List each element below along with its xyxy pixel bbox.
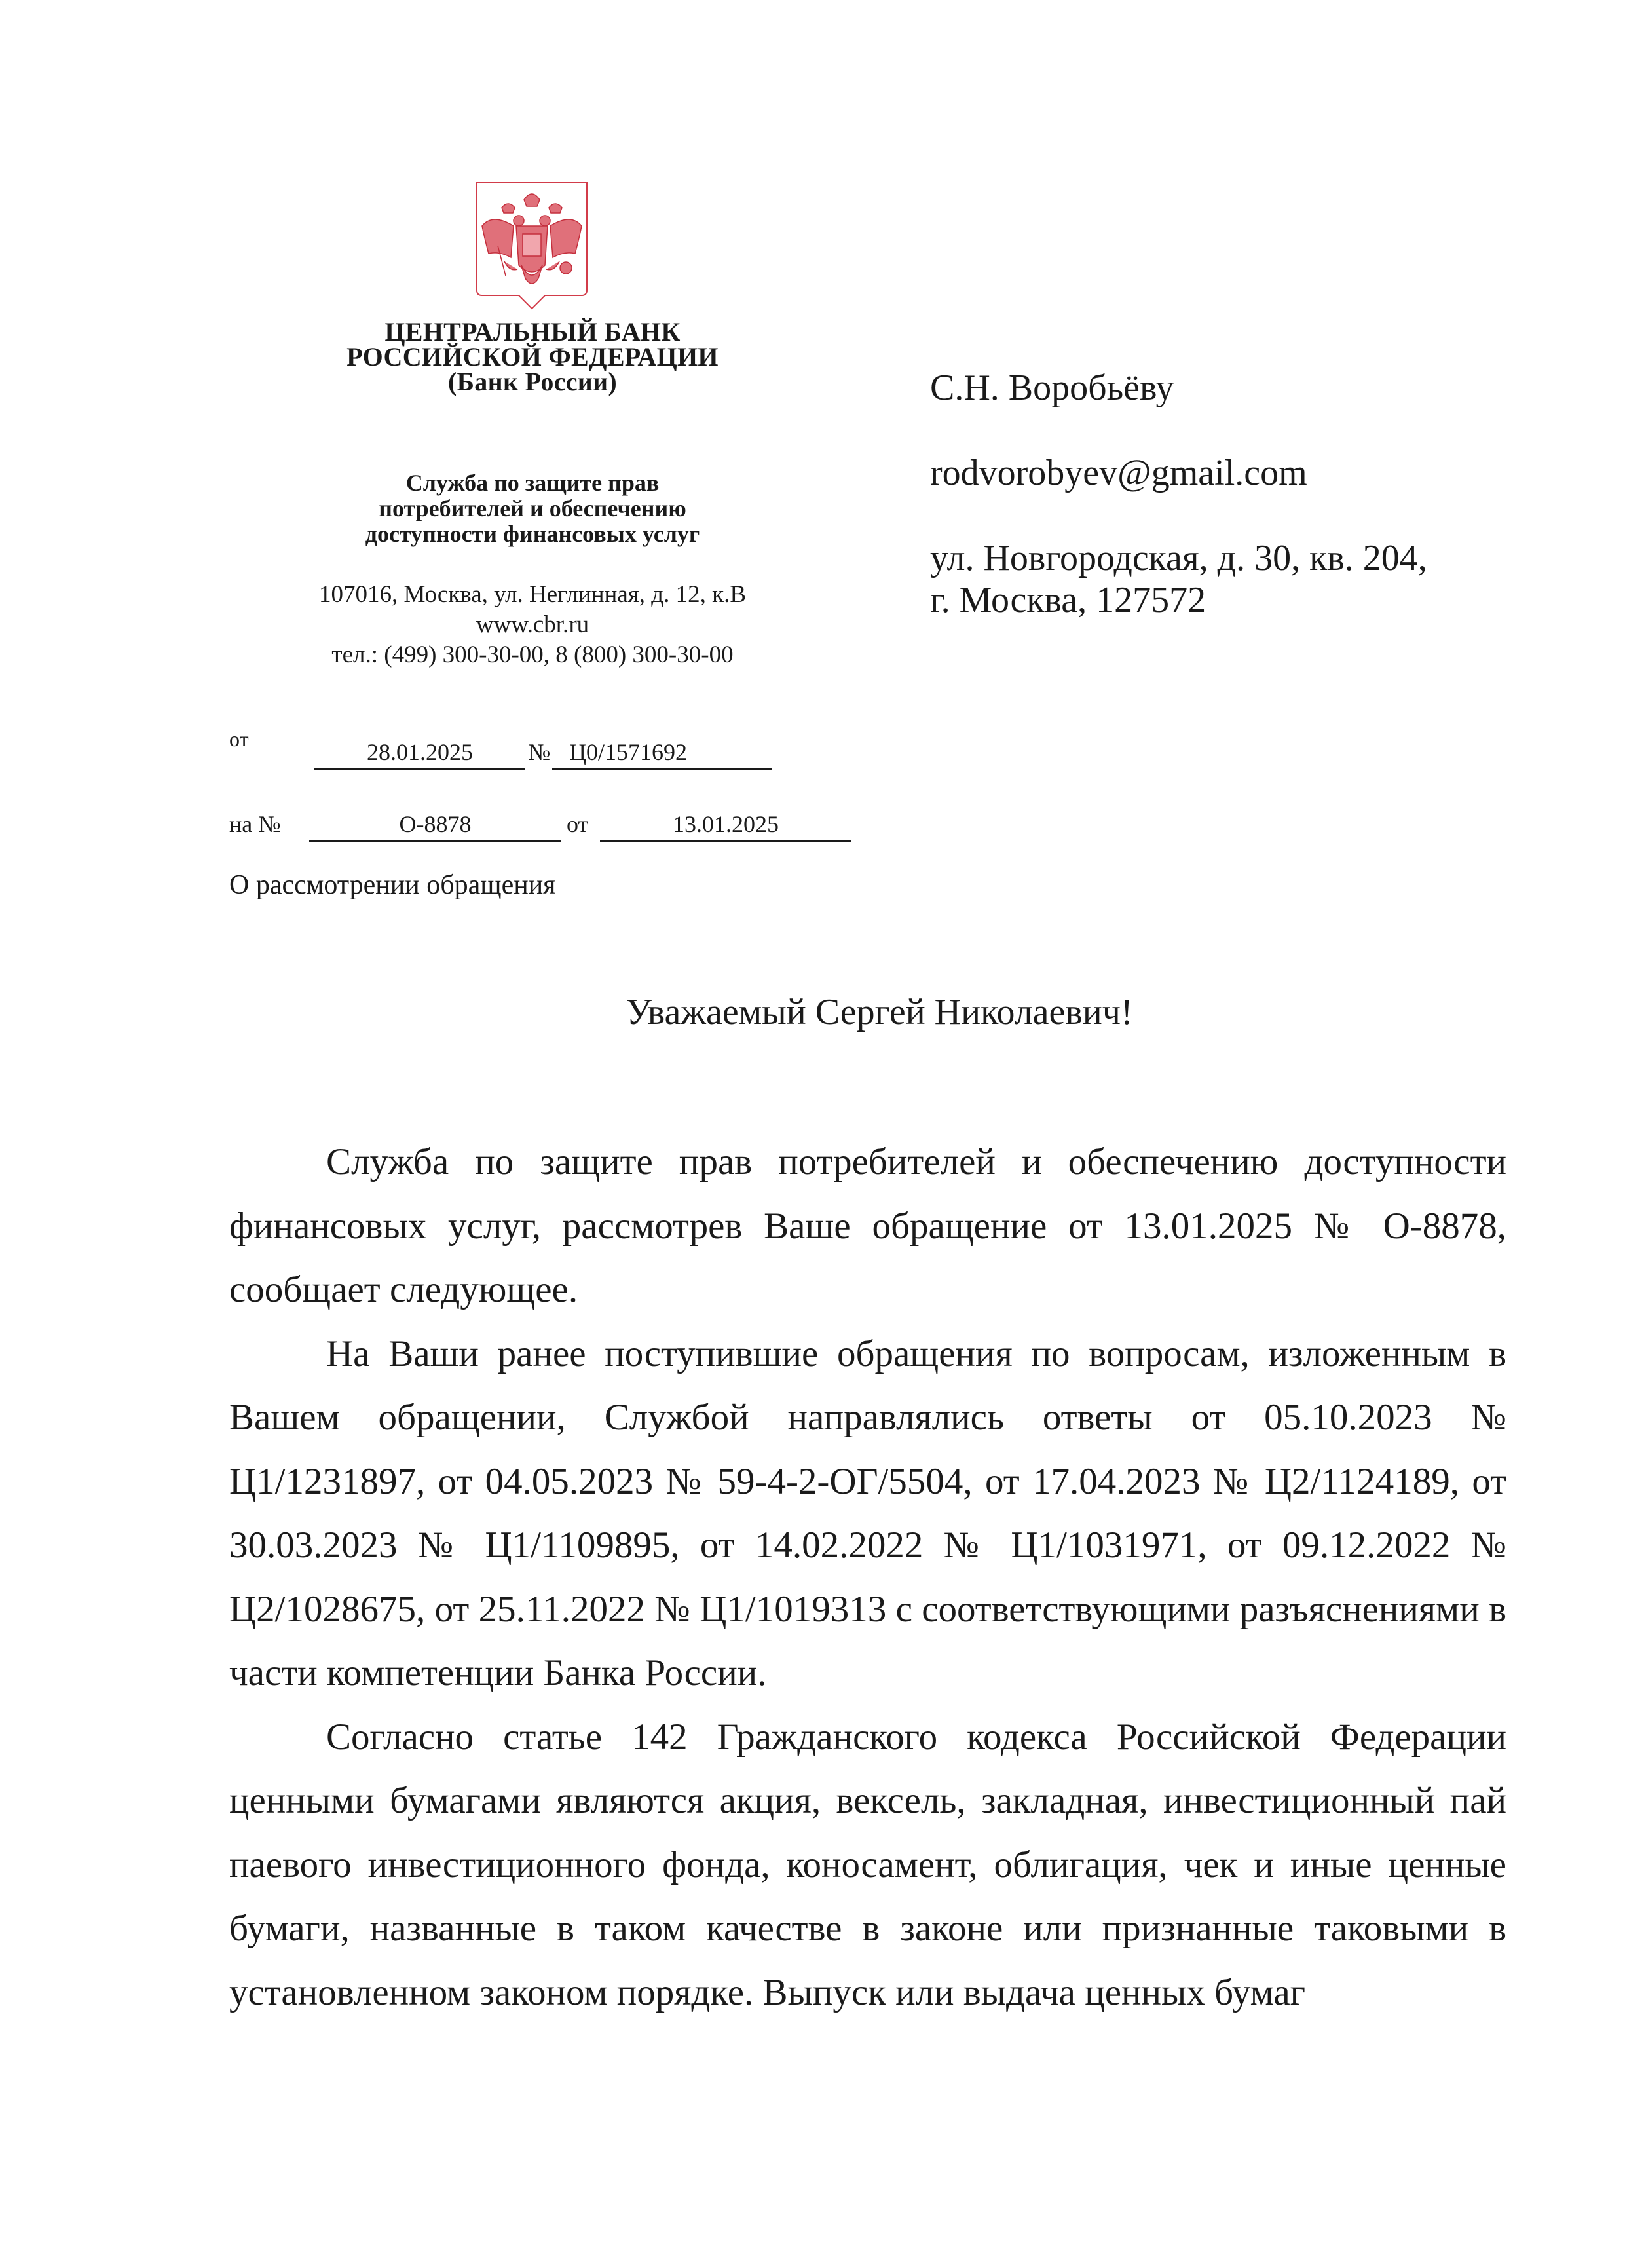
department-line: потребителей и обеспечению (379, 495, 686, 521)
letter-subject: О рассмотрении обращения (229, 870, 556, 900)
reply-to-number-field: О-8878 (309, 812, 561, 842)
outgoing-number-label: № (528, 739, 551, 765)
recipient-address-line: г. Москва, 127572 (930, 580, 1206, 620)
department-line: Служба по защите прав (405, 470, 660, 496)
org-name-line: РОССИЙСКОЙ ФЕДЕРАЦИИ (346, 342, 719, 371)
org-name-line: (Банк России) (447, 367, 618, 396)
recipient-name: С.Н. Воробьёву (930, 368, 1174, 408)
reply-to-date-field: 13.01.2025 (600, 812, 851, 842)
sender-contacts (282, 580, 783, 670)
russian-coat-of-arms-icon (473, 180, 591, 311)
recipient-block (930, 367, 1427, 621)
sender-organization (282, 317, 783, 396)
salutation-text: Уважаемый Сергей Николаевич! (626, 992, 1133, 1032)
outgoing-number-field: Ц0/1571692 (552, 740, 772, 770)
recipient-address-line: ул. Новгородская, д. 30, кв. 204, (930, 538, 1427, 578)
outgoing-date-field: 28.01.2025 (314, 740, 525, 770)
outgoing-date-label: от (229, 727, 249, 751)
body-paragraph: Служба по защите прав потребителей и обеспечению доступности финансовых услуг, рассмотрев Ваше обращение от 13.01.2025 № О-8878, сообщает следующее. (229, 1141, 1506, 1310)
body-paragraph: На Ваши ранее поступившие обращения по вопросам, изложенным в Вашем обращении, Службой направлялись ответы от 05.10.2023 № Ц1/1231897, от 04.05.2023 № 59-4-2-ОГ/5504, от 17.04.2023 № Ц2/1124189, от 30.03.2023 № Ц1/1109895, от 14.02.2022 № Ц1/1031971, от 09.12.2022 № Ц2/1028675, от 25.11.2022 № Ц1/1019313 с соответствующими разъяснениями в части компетенции Банка России. (229, 1332, 1506, 1693)
sender-address: 107016, Москва, ул. Неглинная, д. 12, к.В (318, 581, 747, 608)
reply-to-date-label: от (567, 811, 589, 837)
department-line: доступности финансовых услуг (365, 521, 700, 547)
body-paragraph: Согласно статье 142 Гражданского кодекса Российской Федерации ценными бумагами являются акция, вексель, закладная, инвестиционный пай паевого инвестиционного фонда, коносамент, облигация, чек и иные ценные бумаги, названные в таком качестве в законе или признанные таковыми в установленном законом порядке. Выпуск или выдача ценных бумаг (229, 1716, 1506, 2013)
sender-department (282, 470, 783, 547)
sender-phone: тел.: (499) 300-30-00, 8 (800) 300-30-00 (331, 641, 734, 668)
sender-website: www.cbr.ru (476, 611, 589, 638)
salutation (0, 994, 1625, 1030)
letter-body (229, 1130, 1506, 2024)
recipient-email: rodvorobyev@gmail.com (930, 453, 1307, 493)
reply-to-number-label: на № (229, 811, 281, 837)
org-name-line: ЦЕНТРАЛЬНЫЙ БАНК (384, 317, 681, 347)
